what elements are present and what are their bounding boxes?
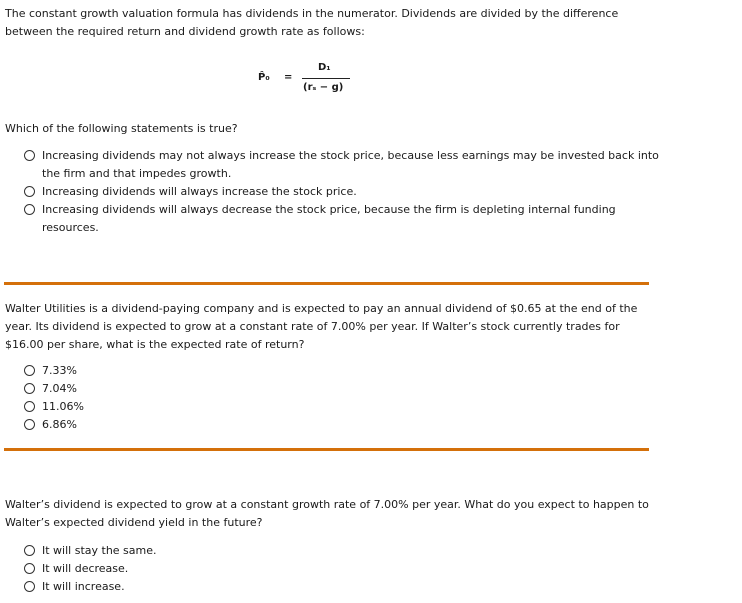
- radio-button[interactable]: [24, 563, 35, 574]
- option-label: 11.06%: [42, 400, 84, 413]
- q2-prompt: Walter Utilities is a dividend-paying company and is expected to pay an annual dividend of $0.65 at the end of the year. Its dividend is expected to grow at a constant rate of 7.00% per year. If Walter’s stock currently trades for $16.00 per share, what is the expected rate of return?: [5, 302, 638, 351]
- q2-option-c[interactable]: [24, 398, 664, 416]
- q1-option-c[interactable]: [24, 201, 664, 237]
- q2-option-a[interactable]: [24, 362, 664, 380]
- option-label: 7.04%: [42, 382, 77, 395]
- option-label: 6.86%: [42, 418, 77, 431]
- formula-numerator: D₁: [318, 62, 331, 73]
- q3-options: [24, 542, 664, 596]
- constant-growth-formula: [258, 58, 368, 102]
- option-label: It will decrease.: [42, 562, 129, 575]
- q3-option-b[interactable]: [24, 560, 664, 578]
- radio-button[interactable]: [24, 186, 35, 197]
- radio-button[interactable]: [24, 383, 35, 394]
- formula-price: P̂₀: [258, 72, 270, 83]
- q3-option-a[interactable]: [24, 542, 664, 560]
- radio-button[interactable]: [24, 545, 35, 556]
- option-label: It will stay the same.: [42, 544, 157, 557]
- q1-option-a[interactable]: [24, 147, 664, 183]
- q1-intro: The constant growth valuation formula has dividends in the numerator. Dividends are divided by the difference between the required return and dividend growth rate as follows:: [5, 7, 619, 38]
- q2-options: [24, 362, 664, 434]
- option-label: Increasing dividends may not always increase the stock price, because less earnings may be invested back into the firm and that impedes growth.: [42, 149, 659, 180]
- q1-option-b[interactable]: [24, 183, 664, 201]
- option-label: Increasing dividends will always decrease the stock price, because the firm is depleting internal funding resources.: [42, 203, 616, 234]
- radio-button[interactable]: [24, 150, 35, 161]
- formula-equals: =: [284, 72, 293, 83]
- formula-denominator: (rₛ − g): [303, 82, 344, 93]
- formula-fraction-bar: [302, 78, 350, 79]
- radio-button[interactable]: [24, 204, 35, 215]
- section-divider: [4, 282, 649, 285]
- q1-options: [24, 147, 664, 237]
- q3-option-c[interactable]: [24, 578, 664, 596]
- option-label: Increasing dividends will always increase the stock price.: [42, 185, 357, 198]
- option-label: 7.33%: [42, 364, 77, 377]
- q1-prompt: Which of the following statements is true?: [5, 122, 238, 135]
- radio-button[interactable]: [24, 581, 35, 592]
- q2-option-d[interactable]: [24, 416, 664, 434]
- option-label: It will increase.: [42, 580, 125, 593]
- q3-prompt: Walter’s dividend is expected to grow at a constant growth rate of 7.00% per year. What do you expect to happen to Walter’s expected dividend yield in the future?: [5, 498, 649, 529]
- q2-option-b[interactable]: [24, 380, 664, 398]
- radio-button[interactable]: [24, 401, 35, 412]
- radio-button[interactable]: [24, 419, 35, 430]
- radio-button[interactable]: [24, 365, 35, 376]
- section-divider: [4, 448, 649, 451]
